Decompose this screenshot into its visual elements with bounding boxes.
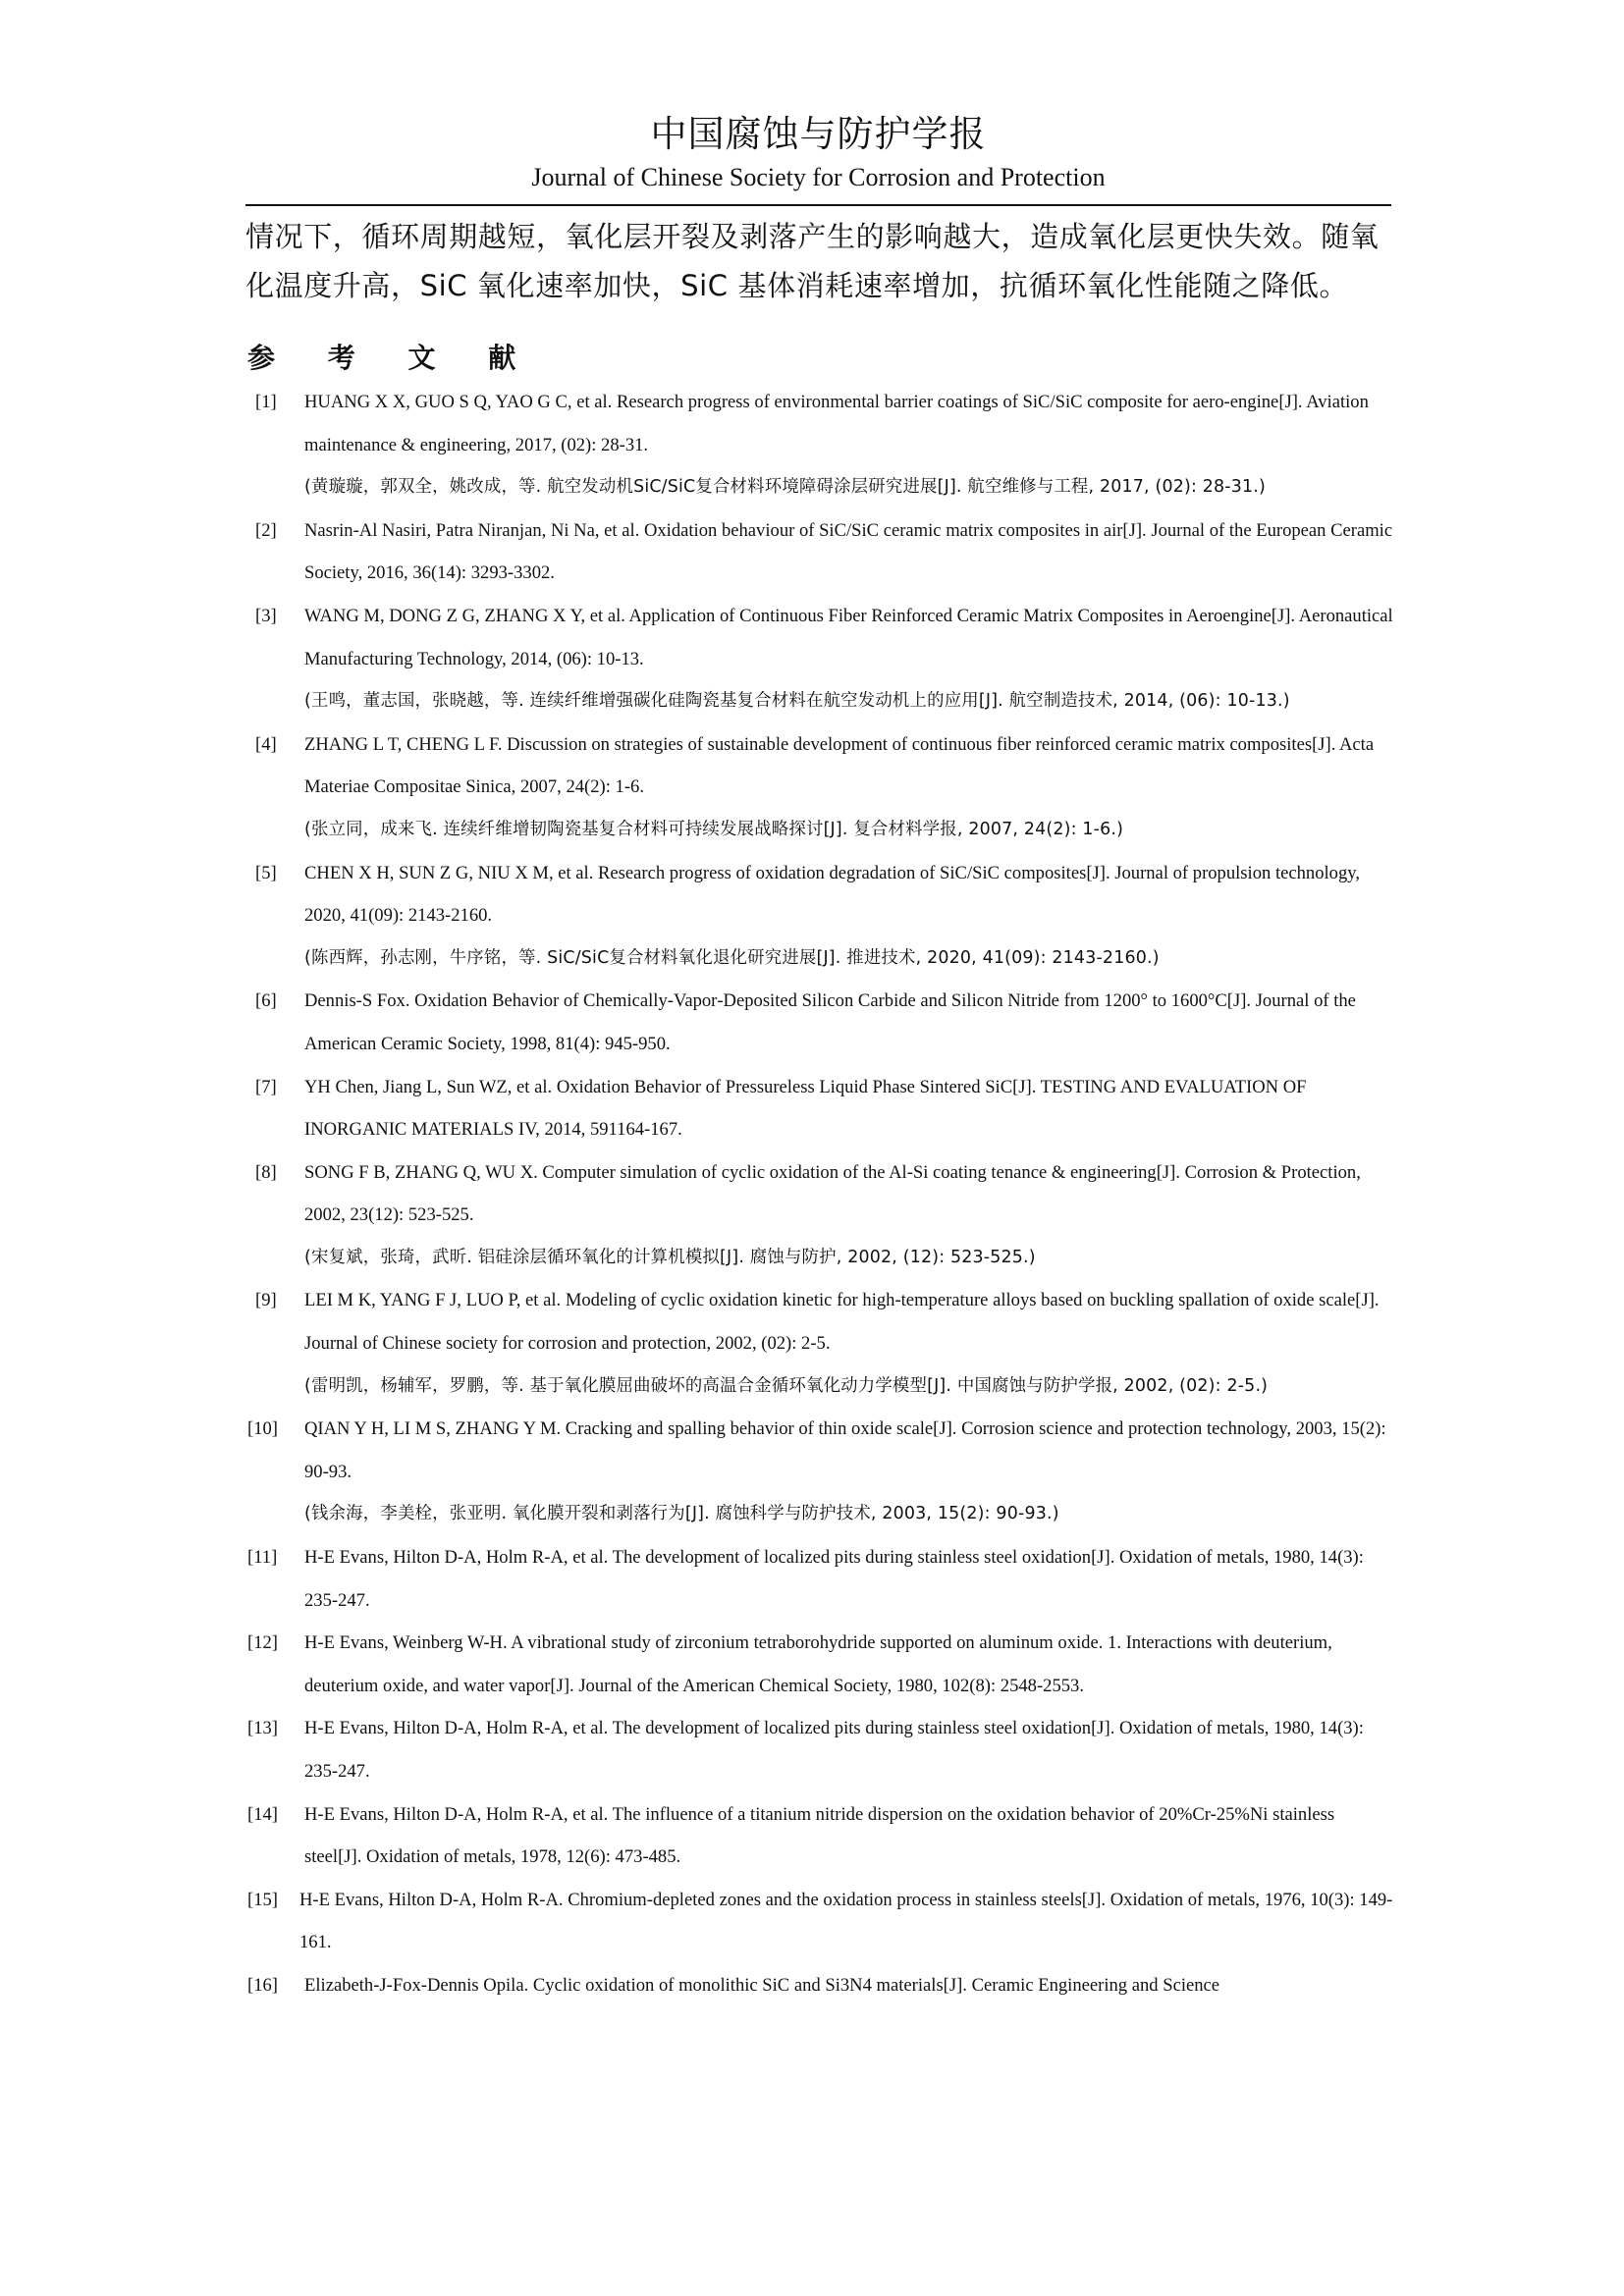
reference-item (247, 1408, 1396, 1536)
reference-item (247, 1279, 1396, 1408)
reference-text-en: HUANG X X, GUO S Q, YAO G C, et al. Research progress of environmental barrier coatings of SiC/SiC composite for aero-engine[J]. Aviation maintenance & engineering, 2017, (02): 28-31. (304, 392, 1369, 455)
body-paragraph: 情况下，循环周期越短，氧化层开裂及剥落产生的影响越大，造成氧化层更快失效。随氧化温度升高，SiC 氧化速率加快，SiC 基体消耗速率增加，抗循环氧化性能随之降低。 (245, 220, 1380, 302)
reference-text-cn: (陈西辉，孙志刚，牛序铭，等. SiC/SiC复合材料氧化退化研究进展[J]. 推进技术, 2020, 41(09): 2143-2160.) (304, 947, 1160, 968)
reference-number: [5] (255, 862, 277, 883)
reference-item (247, 381, 1396, 509)
reference-item (247, 1536, 1396, 1622)
reference-item (247, 1879, 1396, 1964)
reference-text-cn: (宋复斌，张琦，武昕. 铝硅涂层循环氧化的计算机模拟[J]. 腐蚀与防护, 2002, (12): 523-525.) (304, 1247, 1036, 1267)
reference-list (247, 381, 1396, 2007)
reference-text-en: H-E Evans, Hilton D-A, Holm R-A, et al. The development of localized pits during stainless steel oxidation[J]. Oxidation of metals, 1980, 14(3): 235-247. (304, 1718, 1364, 1782)
reference-number: [1] (255, 392, 277, 412)
reference-item (247, 595, 1396, 723)
reference-text-en: CHEN X H, SUN Z G, NIU X M, et al. Research progress of oxidation degradation of SiC/SiC composites[J]. Journal of propulsion technology, 2020, 41(09): 2143-2160. (304, 862, 1361, 927)
reference-text-en: SONG F B, ZHANG Q, WU X. Computer simulation of cyclic oxidation of the Al-Si coating tenance & engineering[J]. Corrosion & Protection, 2002, 23(12): 523-525. (304, 1161, 1361, 1226)
reference-text-cn: (雷明凯，杨辅军，罗鹏，等. 基于氧化膜屈曲破坏的高温合金循环氧化动力学模型[J]. 中国腐蚀与防护学报, 2002, (02): 2-5.) (304, 1375, 1269, 1396)
reference-text-en: ZHANG L T, CHENG L F. Discussion on strategies of sustainable development of continuous fiber reinforced ceramic matrix composites[J]. Acta Materiae Compositae Sinica, 2007, 24(2): 1-6. (304, 733, 1375, 798)
reference-text-en: LEI M K, YANG F J, LUO P, et al. Modeling of cyclic oxidation kinetic for high-temperature alloys based on buckling spallation of oxide scale[J]. Journal of Chinese society for corrosion and protection, 2002, (02): 2-5. (304, 1290, 1380, 1355)
reference-text-en: YH Chen, Jiang L, Sun WZ, et al. Oxidation Behavior of Pressureless Liquid Phase Sintered SiC[J]. TESTING AND EVALUATION OF INORGANIC MATERIALS IV, 2014, 591164-167. (304, 1076, 1307, 1141)
reference-number: [2] (255, 519, 277, 541)
reference-number: [8] (255, 1161, 277, 1183)
reference-number: [12] (247, 1632, 278, 1654)
reference-text-cn: (黄璇璇，郭双全，姚改成，等. 航空发动机SiC/SiC复合材料环境障碍涂层研究进展[J]. 航空维修与工程, 2017, (02): 28-31.) (304, 477, 1267, 498)
reference-number: [6] (255, 990, 277, 1012)
journal-title-cn: 中国腐蚀与防护学报 (650, 113, 987, 155)
reference-item (247, 1151, 1396, 1280)
reference-item (247, 852, 1396, 981)
reference-item (247, 1622, 1396, 1707)
reference-item (247, 723, 1396, 852)
reference-number: [14] (247, 1803, 278, 1825)
reference-item (247, 1707, 1396, 1792)
reference-text-en: H-E Evans, Hilton D-A, Holm R-A. Chromium-depleted zones and the oxidation process in stainless steels[J]. Oxidation of metals, 1976, 10(3): 149-161. (299, 1889, 1393, 1953)
reference-text-en: Elizabeth-J-Fox-Dennis Opila. Cyclic oxidation of monolithic SiC and Si3N4 materials[J]. Ceramic Engineering and Science (304, 1974, 1220, 1996)
reference-number: [4] (255, 733, 277, 755)
header-divider (245, 204, 1391, 206)
reference-text-en: H-E Evans, Hilton D-A, Holm R-A, et al. The influence of a titanium nitride dispersion on the oxidation behavior of 20%Cr-25%Ni stainless steel[J]. Oxidation of metals, 1978, 12(6): 473-485. (304, 1803, 1335, 1868)
reference-text-cn: (张立同，成来飞. 连续纤维增韧陶瓷基复合材料可持续发展战略探讨[J]. 复合材料学报, 2007, 24(2): 1-6.) (304, 819, 1124, 839)
reference-number: [7] (255, 1076, 277, 1097)
reference-number: [10] (247, 1418, 278, 1440)
reference-text-en: H-E Evans, Weinberg W-H. A vibrational study of zirconium tetraborohydride supported on aluminum oxide. 1. Interactions with deuterium, deuterium oxide, and water vapor[J]. Journal of the American Chemical Society, 1980, 102(8): 2548-2553. (304, 1632, 1332, 1696)
reference-number: [15] (247, 1889, 278, 1910)
references-heading: 参 考 文 献 (247, 342, 538, 374)
reference-number: [3] (255, 605, 277, 626)
reference-item (247, 1793, 1396, 1879)
reference-item (247, 980, 1396, 1065)
reference-item (247, 1964, 1396, 2007)
reference-number: [9] (255, 1290, 277, 1311)
reference-text-cn: (王鸣，董志国，张晓越，等. 连续纤维增强碳化硅陶瓷基复合材料在航空发动机上的应用[J]. 航空制造技术, 2014, (06): 10-13.) (304, 691, 1290, 712)
journal-header (245, 110, 1391, 194)
reference-text-en: QIAN Y H, LI M S, ZHANG Y M. Cracking and spalling behavior of thin oxide scale[J]. Corrosion science and protection technology, 2003, 15(2): 90-93. (304, 1418, 1386, 1482)
reference-number: [13] (247, 1718, 278, 1739)
reference-text-en: Dennis-S Fox. Oxidation Behavior of Chemically‐Vapor‐Deposited Silicon Carbide and Silicon Nitride from 1200° to 1600°C[J]. Journal of the American Ceramic Society, 1998, 81(4): 945-950. (304, 990, 1356, 1054)
reference-item (247, 1066, 1396, 1151)
reference-number: [16] (247, 1974, 278, 1996)
reference-number: [11] (247, 1547, 278, 1569)
reference-text-en: H-E Evans, Hilton D-A, Holm R-A, et al. The development of localized pits during stainless steel oxidation[J]. Oxidation of metals, 1980, 14(3): 235-247. (304, 1547, 1364, 1611)
reference-text-en: Nasrin-Al Nasiri, Patra Niranjan, Ni Na, et al. Oxidation behaviour of SiC/SiC ceramic matrix composites in air[J]. Journal of the European Ceramic Society, 2016, 36(14): 3293-3302. (304, 519, 1393, 584)
reference-text-en: WANG M, DONG Z G, ZHANG X Y, et al. Application of Continuous Fiber Reinforced Ceramic Matrix Composites in Aeroengine[J]. Aeronautical Manufacturing Technology, 2014, (06): 10-13. (304, 605, 1393, 669)
reference-item (247, 509, 1396, 595)
reference-text-cn: (钱余海，李美栓，张亚明. 氧化膜开裂和剥落行为[J]. 腐蚀科学与防护技术, 2003, 15(2): 90-93.) (304, 1504, 1059, 1524)
journal-title-en: Journal of Chinese Society for Corrosion and Protection (531, 163, 1106, 191)
